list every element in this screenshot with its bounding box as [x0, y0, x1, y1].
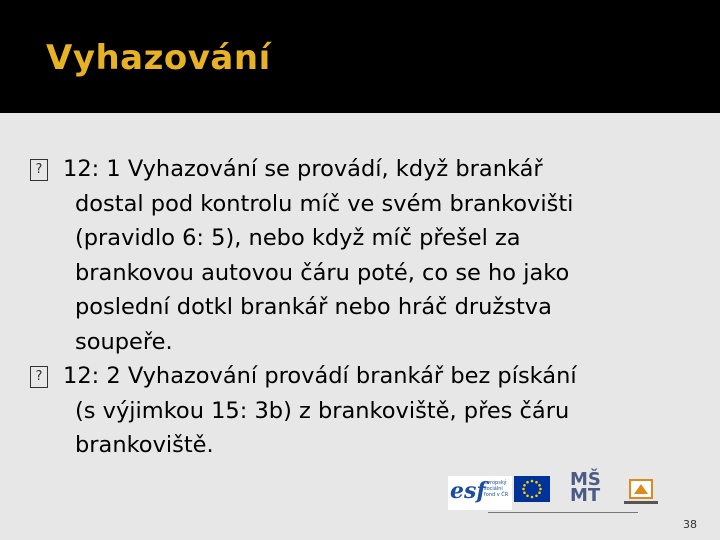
slide-body [30, 152, 680, 463]
bullet-icon: ? [30, 159, 48, 181]
paragraph-1-line-2: (pravidlo 6: 5), nebo když míč přešel za [75, 225, 521, 251]
paragraph-1-line-1: dostal pod kontrolu míč ve svém brankovišti [75, 190, 574, 217]
paragraph-1-line-4: poslední dotkl brankář nebo hráč družstva [75, 294, 552, 320]
paragraph-2-lead: 12: 2 Vyhazování provádí brankář bez pískání [63, 363, 577, 389]
paragraph-1-line-3: brankovou autovou čáru poté, co se ho jako [75, 259, 570, 286]
eu-flag-icon [514, 476, 550, 502]
esf-logo-icon: esf evropský sociální fond v ČR [448, 476, 512, 510]
paragraph-1-lead: 12: 1 Vyhazování se provádí, když brankář [63, 156, 543, 182]
paragraph-1-line-5: soupeře. [75, 328, 173, 355]
paragraph-1 [30, 152, 680, 359]
paragraph-2-line-2: brankoviště. [75, 432, 214, 458]
paragraph-2 [30, 359, 680, 463]
slide-title: Vyhazování [46, 38, 271, 78]
bullet-icon: ? [30, 366, 48, 388]
logo-divider [488, 512, 638, 517]
sponsor-logos [448, 469, 663, 520]
paragraph-2-line-1: (s výjimkou 15: 3b) z brankoviště, přes čáru [75, 397, 570, 424]
msmt-logo-icon: MŠ MT [570, 469, 601, 506]
page-number: 38 [683, 518, 697, 531]
op-vk-logo-icon [622, 478, 660, 508]
